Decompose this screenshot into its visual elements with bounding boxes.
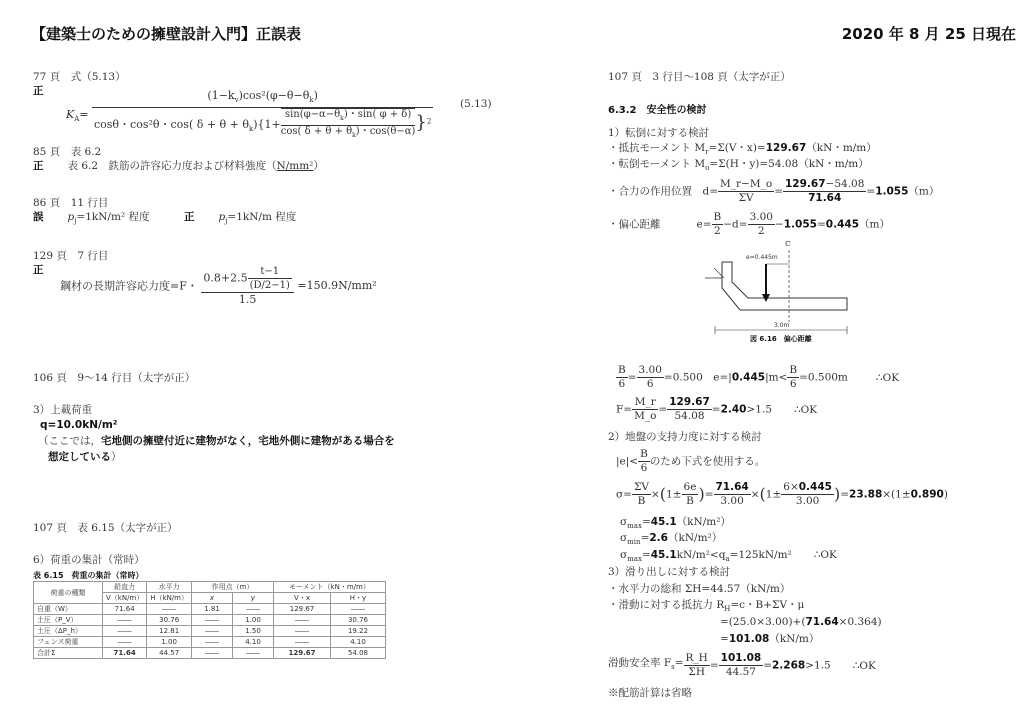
sec-overturning: 1）転倒に対する検討: [608, 127, 710, 139]
document-title: 【建築士のための擁壁設計入門】正誤表: [31, 25, 302, 43]
table-row: 自重（W） 71.64 ―― 1.81 ―― 129.67 ――: [34, 604, 386, 615]
retaining-wall-diagram: [700, 240, 860, 345]
entry-ref-77: 77 頁 式（5.13）: [33, 71, 126, 83]
sigma-check: $\sigma_{max}=45.1kN/m^2<q_a=125kN/m^2$ ∴OK: [620, 549, 837, 564]
resisting-moment: ・抵抗モーメント $M_r=\Sigma(V$・x)=129.67（kN・m/m）: [608, 142, 877, 157]
eccentricity: ・偏心距離 e= $\frac{B}{2}$ −d= $\frac{3.00}{2}$ −1.055=0.445（m）: [608, 211, 890, 237]
entry-85-correct: 正 表 6.2 鉄筋の許容応力度および材料強度（N/mm²）: [33, 160, 324, 172]
th-v-unit: V（kN/m）: [103, 593, 147, 604]
table-row: 土圧（ΔP_h） ―― 12.81 ―― 1.50 ―― 19.22: [34, 626, 386, 637]
th-y: y: [233, 593, 274, 604]
table-row: 土圧（P_V） ―― 30.76 ―― 1.00 ―― 30.76: [34, 615, 386, 626]
th-point: 作用点（m）: [192, 582, 274, 593]
section-load: 3）上載荷重: [33, 404, 93, 416]
figure-eccentricity: [700, 240, 860, 345]
entry-ref-106: 106 頁 9～14 行目（太字が正）: [33, 372, 196, 384]
footnote: ※配筋計算は省略: [608, 687, 692, 699]
entry-label-correct-129: 正: [33, 264, 44, 276]
th-x: x: [192, 593, 233, 604]
table-caption: 表 6.15 荷重の集計（常時）: [33, 571, 144, 580]
sliding-resistance-result: =101.08（kN/m）: [720, 633, 820, 645]
entry-ref-107-table: 107 頁 表 6.15（太字が正）: [33, 522, 178, 534]
note-line-2: 想定している）: [48, 451, 122, 463]
th-v: 鉛直力: [103, 582, 147, 593]
figure-e-label: e=0.445m: [746, 254, 778, 261]
bearing-condition: |e|< $\frac{B}{6}$ のため下式を使用する。: [616, 448, 766, 474]
sliding-resistance: ・滑動に対する抵抗力 $R_H=c$・B+ΣV・μ: [608, 599, 805, 614]
sliding-safety-factor: 滑動安全率 $F_s=$ $\frac{R\_H}{\Sigma H}$ = $\frac{101.08}{44.57}$ =2.268>1.5 ∴OK: [608, 652, 876, 678]
th-hy: H・y: [331, 593, 386, 604]
sec-sliding: 3）滑り出しに対する検討: [608, 566, 731, 578]
th-h-unit: H（kN/m）: [147, 593, 192, 604]
resultant-position: ・合力の作用位置 d= $\frac{M\_r-M\_o}{\Sigma V}$ = $\frac{129.67-54.08}{71.64}$ =1.055（m）: [608, 178, 940, 204]
section-load-sum: 6）荷重の集計（常時）: [33, 554, 145, 566]
overturning-moment: ・転倒モーメント $M_o=\Sigma(H$・y)=54.08（kN・m/m）: [608, 158, 869, 173]
th-moment: モーメント（kN・m/m）: [274, 582, 386, 593]
formula-5-13: $K_A=$ $(1-k_v)\cos^2(\varphi-\theta-\theta_k)$ cosθ・cos²θ・cos( $\delta + \theta + \theta_k)\{1+$ $\frac{\sin(\varphi-\alpha-\theta_k)・\sin( \varphi + \delta)}{\cos( \delta + \theta + \theta_k)・\cos(\theta-\alpha)}$ }$^2$: [66, 89, 433, 142]
figure-cl-mark: ℂ: [785, 240, 791, 248]
horizontal-sum: ・水平力の総和 ΣH=44.57（kN/m）: [608, 583, 791, 595]
th-h: 水平力: [147, 582, 192, 593]
bearing-formula: σ= $\frac{\Sigma V}{B}$ ×(1± $\frac{6e}{B}$ )= $\frac{71.64}{3.00}$ ×(1± $\frac{6\times 0.445}{3.00}$ )=23.88×(1±0.890): [616, 481, 948, 507]
section-heading: 6.3.2 安全性の検討: [608, 105, 707, 116]
formula-129: 鋼材の長期許容応力度=F・ 0.8+2.5 $\frac{t-1}{(D/2-1)}$ 1.5 =150.9N/mm²: [60, 266, 377, 306]
table-row-total: 合計Σ 71.64 44.57 ―― ―― 129.67 54.08: [34, 648, 386, 659]
sigma-min: $\sigma_{min}=2.6(kN/m^2)$: [620, 532, 723, 547]
sec-bearing: 2）地盤の支持力度に対する検討: [608, 431, 762, 443]
th-type: 荷重の種類: [34, 582, 103, 604]
check-overturning: F= $\frac{M\_r}{M\_o}$ = $\frac{129.67}{54.08}$ =2.40>1.5 ∴OK: [616, 396, 818, 422]
table-row: フェンス荷重 ―― 1.00 ―― 4.10 ―― 4.10: [34, 637, 386, 648]
check-eccentricity: $\frac{B}{6}$ = $\frac{3.00}{6}$ =0.500 e=|0.445|m< $\frac{B}{6}$ =0.500m ∴OK: [618, 364, 900, 390]
entry-ref-107-108: 107 頁 3 行目～108 頁（太字が正）: [608, 71, 791, 83]
figure-caption: 図 6.16 偏心距離: [750, 335, 812, 343]
entry-ref-86: 86 頁 11 行目: [33, 197, 109, 209]
surcharge-value: q=10.0kN/m²: [40, 419, 118, 431]
entry-86-correct: 正 $p_j=1kN/m$ 程度: [184, 211, 297, 226]
document-date: 2020 年 8 月 25 日現在: [841, 25, 1016, 43]
sigma-max: $\sigma_{max}=45.1(kN/m^2)$: [620, 516, 731, 531]
equation-number: (5.13): [460, 98, 492, 110]
table-6-15: [33, 581, 386, 659]
figure-dim: 3.0m: [774, 322, 790, 329]
entry-label-correct: 正: [33, 85, 44, 97]
entry-86-wrong: 誤 $p_j=1kN/m^2$ 程度: [33, 211, 150, 226]
entry-ref-85: 85 頁 表 6.2: [33, 146, 102, 158]
sliding-resistance-calc: =(25.0×3.00)+(71.64×0.364): [720, 616, 882, 628]
th-vx: V・x: [274, 593, 331, 604]
entry-ref-129: 129 頁 7 行目: [33, 250, 109, 262]
note-line-1: （ここでは，宅地側の擁壁付近に建物がなく，宅地外側に建物がある場合を: [38, 435, 395, 447]
